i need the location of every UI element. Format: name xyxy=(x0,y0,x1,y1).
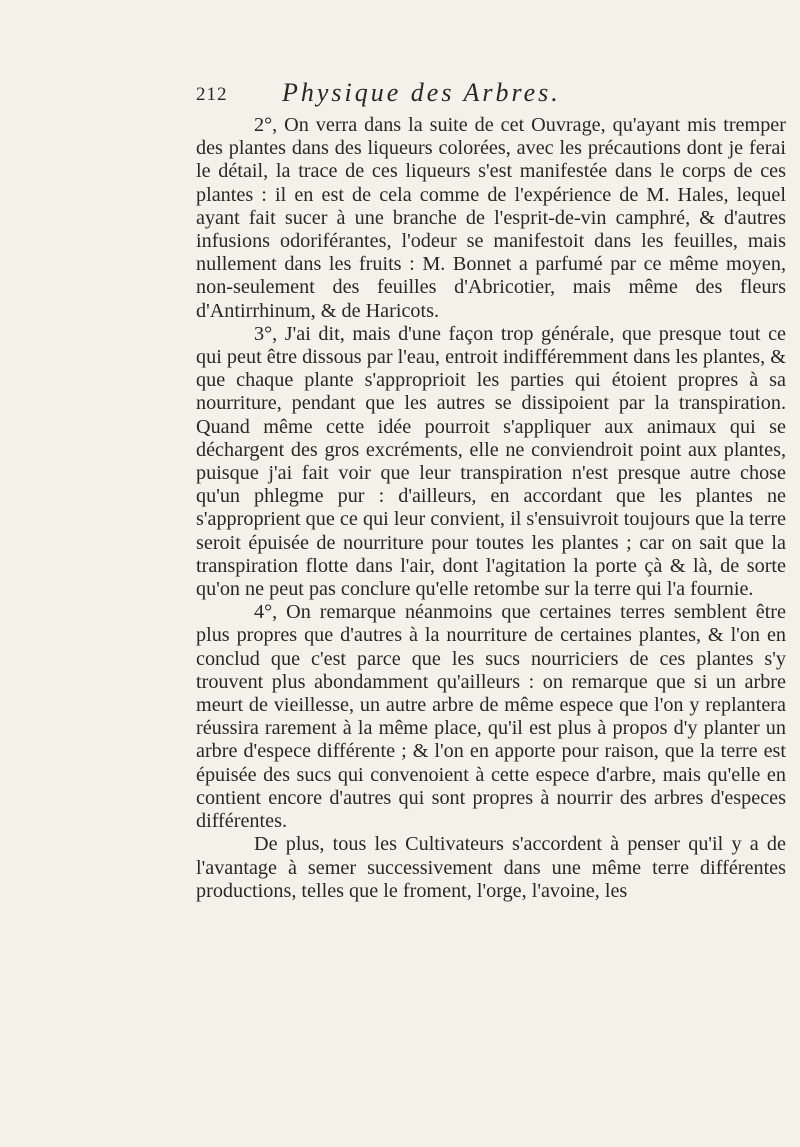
page-header xyxy=(196,78,782,108)
paragraph-5: De plus, tous les Cultivateurs s'accordent à penser qu'il y a de l'avantage à semer successivement dans une même terre différentes productions, telles que le froment, l'orge, l'avoine, les xyxy=(196,833,786,902)
paragraph-4: 4°, On remarque néanmoins que certaines terres semblent être plus propres que d'autres à la nourriture de certaines plantes, & l'on en conclud que c'est parce que les sucs nourriciers de ces plantes s'y trouvent plus abondamment qu'ailleurs : on remarque que si un arbre meurt de vieillesse, un autre arbre de même espece que l'on y replantera réussira rarement à la même place, qu'il est plus à propos d'y planter un arbre d'espece différente ; & l'on en apporte pour raison, que la terre est épuisée des sucs qui convenoient à cette espece d'arbre, mais qu'elle en contient encore d'autres qui sont propres à nourrir des arbres d'especes différentes. xyxy=(196,601,786,833)
body-text xyxy=(196,114,786,903)
page-number: 212 xyxy=(196,84,228,105)
paragraph-2: 2°, On verra dans la suite de cet Ouvrage, qu'ayant mis tremper des plantes dans des liqueurs colorées, avec les précautions dont je ferai le détail, la trace de ces liqueurs s'est manifestée dans le corps de ces plantes : il en est de cela comme de l'expérience de M. Hales, lequel ayant fait sucer à une branche de l'esprit-de-vin camphré, & d'autres infusions odoriférantes, l'odeur se manifestoit dans les feuilles, mais nullement dans les fruits : M. Bonnet a parfumé par ce même moyen, non-seulement des feuilles d'Abricotier, mais même des fleurs d'Antirrhinum, & de Haricots. xyxy=(196,114,786,322)
paragraph-3: 3°, J'ai dit, mais d'une façon trop générale, que presque tout ce qui peut être dissous par l'eau, entroit indifféremment dans les plantes, & que chaque plante s'approprioit les parties qui étoient propres à sa nourriture, pendant que les autres se dissipoient par la transpiration. Quand même cette idée pourroit s'appliquer aux animaux qui se déchargent des gros excréments, elle ne conviendroit point aux plantes, puisque j'ai fait voir que leur transpiration n'est presque autre chose qu'un phlegme pur : d'ailleurs, en accordant que les plantes ne s'approprient que ce qui leur convient, il s'ensuivroit toujours que la terre seroit épuisée de nourriture pour toutes les plantes ; car on sait que la transpiration flotte dans l'air, dont l'agitation la porte çà & là, de sorte qu'on ne peut pas conclure qu'elle retombe sur la terre qui l'a fournie. xyxy=(196,322,786,601)
running-title: Physique des Arbres. xyxy=(282,78,561,107)
